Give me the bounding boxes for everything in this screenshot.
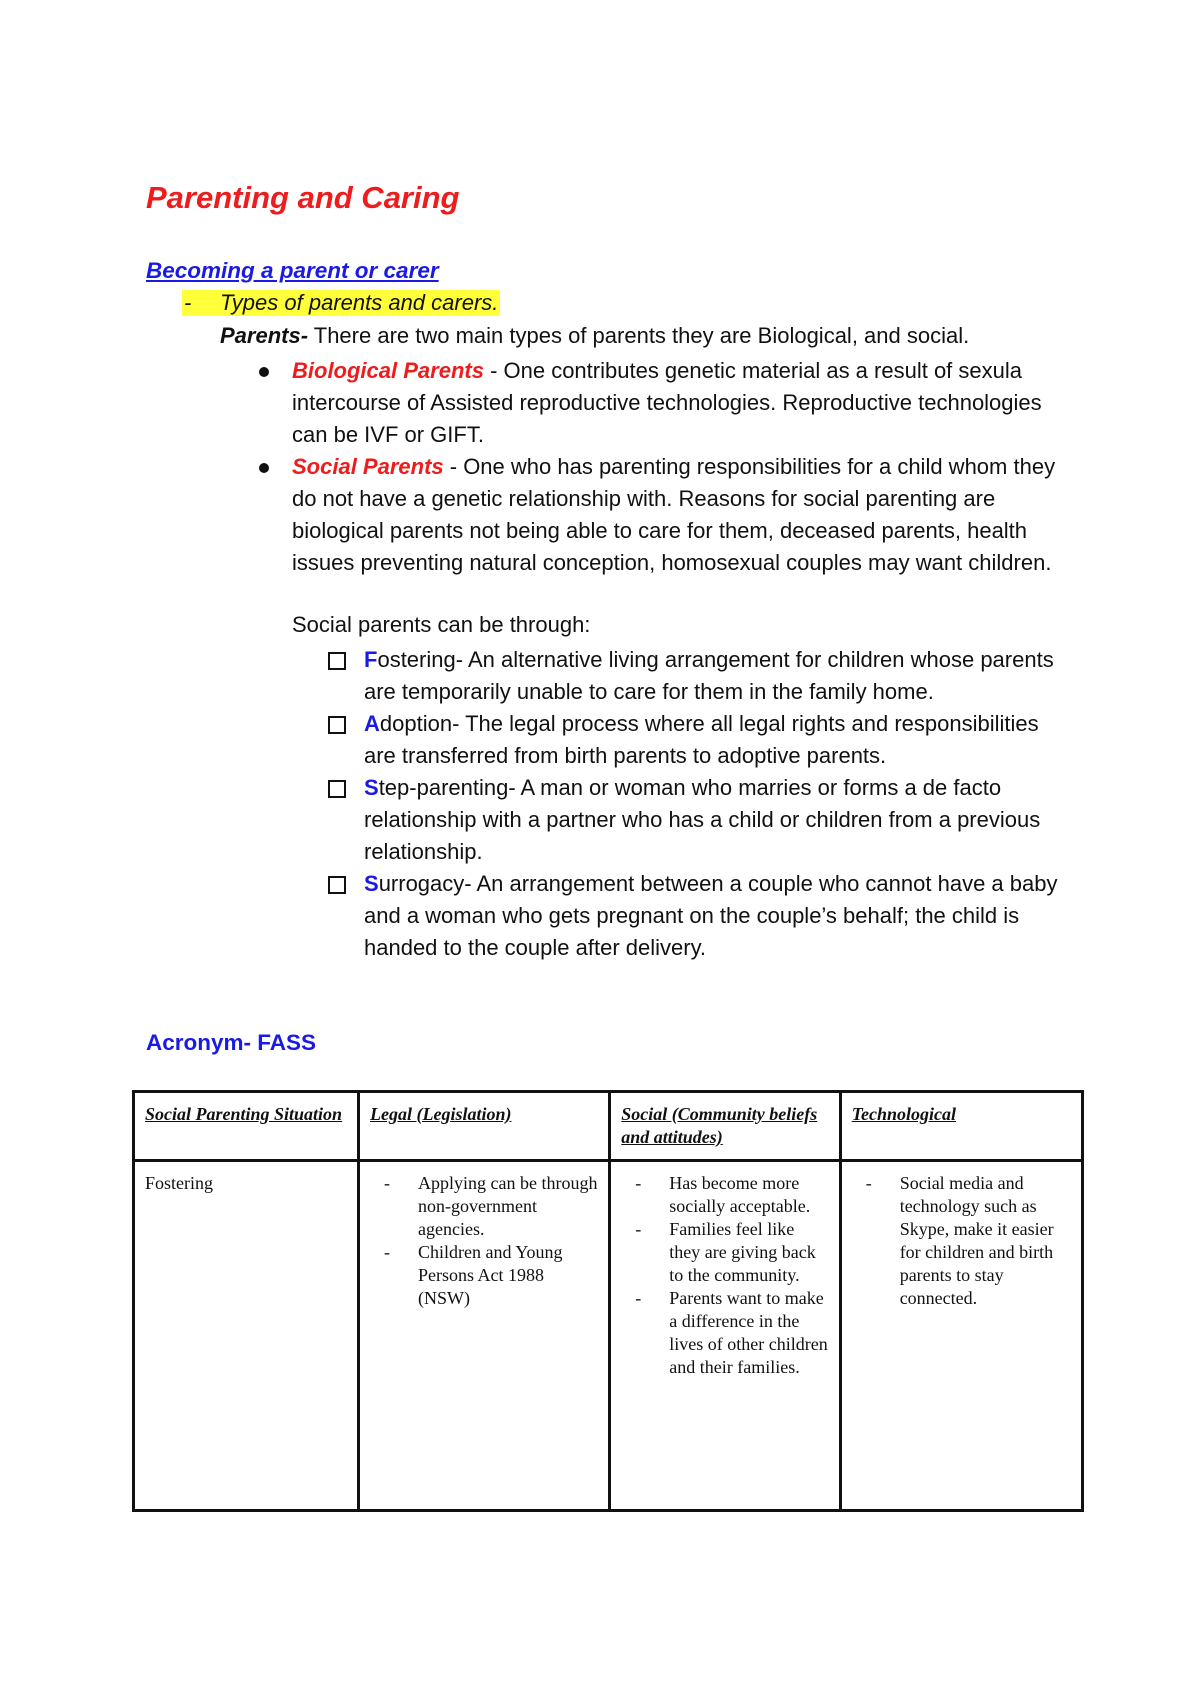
situation-cell: Fostering (134, 1161, 359, 1511)
subheading-text: Types of parents and carers. (220, 290, 499, 315)
bullet-icon (259, 367, 269, 377)
acronym-letter: A (364, 711, 380, 736)
parents-intro (220, 323, 969, 349)
list-item (364, 708, 1064, 772)
table-row (134, 1161, 1083, 1511)
item-text: ostering- An alternative living arrangement for children whose parents are temporarily unable to care for them in the family home. (364, 647, 1054, 704)
list-item: - Applying can be through non-government agencies. (370, 1172, 598, 1241)
column-header: Legal (Legislation) (359, 1092, 610, 1161)
acronym-letter: S (364, 775, 379, 800)
item-text: tep-parenting- A man or woman who marries or forms a de facto relationship with a partner who has a child or children from a previous relationship. (364, 775, 1041, 864)
list-item: - Families feel like they are giving back to the community. (621, 1218, 828, 1287)
parents-label: Parents- (220, 323, 309, 348)
highlighted-subheading (182, 290, 500, 316)
list-item: - Parents want to make a difference in the lives of other children and their families. (621, 1287, 828, 1379)
checkbox-icon (328, 780, 346, 798)
social-parenting-table (132, 1090, 1084, 1512)
list-item: - Children and Young Persons Act 1988 (NSW) (370, 1241, 598, 1310)
parent-types-list (292, 355, 1072, 579)
social-parents-via: Social parents can be through: (292, 612, 591, 637)
social-cell (610, 1161, 840, 1511)
list-item (364, 772, 1064, 868)
technological-cell (840, 1161, 1082, 1511)
table-header-row (134, 1092, 1083, 1161)
legal-list (370, 1172, 598, 1310)
list-item (364, 644, 1064, 708)
item-text: doption- The legal process where all legal rights and responsibilities are transferred from birth parents to adoptive parents. (364, 711, 1039, 768)
list-item: - Has become more socially acceptable. (621, 1172, 828, 1218)
bullet-text: - One contributes genetic material as a result of sexula intercourse of Assisted reproductive technologies. Reproductive technologies can be IVF or GIFT. (292, 358, 1042, 447)
list-item (292, 355, 1072, 451)
list-item (364, 868, 1064, 964)
acronym-label: Acronym- FASS (146, 1030, 317, 1055)
social-parenting-types-list (364, 644, 1064, 964)
acronym-letter: F (364, 647, 378, 672)
subheading-item (182, 290, 500, 316)
technological-list (852, 1172, 1071, 1310)
acronym-letter: S (364, 871, 379, 896)
bullet-label: Biological Parents (292, 358, 484, 383)
column-header: Technological (840, 1092, 1082, 1161)
page-title: Parenting and Caring (146, 180, 460, 215)
checkbox-icon (328, 652, 346, 670)
social-list (621, 1172, 828, 1379)
dash-marker: - (184, 290, 192, 315)
list-item (292, 451, 1072, 579)
column-header: Social (Community beliefs and attitudes) (610, 1092, 840, 1161)
bullet-label: Social Parents (292, 454, 444, 479)
bullet-icon (259, 463, 269, 473)
checkbox-icon (328, 876, 346, 894)
legal-cell (359, 1161, 610, 1511)
parents-text: There are two main types of parents they are Biological, and social. (308, 323, 970, 348)
list-item: - Social media and technology such as Skype, make it easier for children and birth parents to stay connected. (852, 1172, 1071, 1310)
bullet-text: - One who has parenting responsibilities for a child whom they do not have a genetic relationship with. Reasons for social parenting are biological parents not being able to care for them, deceased parents, health issues preventing natural conception, homosexual couples may want children. (292, 454, 1056, 575)
checkbox-icon (328, 716, 346, 734)
item-text: urrogacy- An arrangement between a couple who cannot have a baby and a woman who gets pregnant on the couple’s behalf; the child is handed to the couple after delivery. (364, 871, 1058, 960)
section-heading: Becoming a parent or carer (146, 258, 439, 283)
column-header: Social Parenting Situation (134, 1092, 359, 1161)
